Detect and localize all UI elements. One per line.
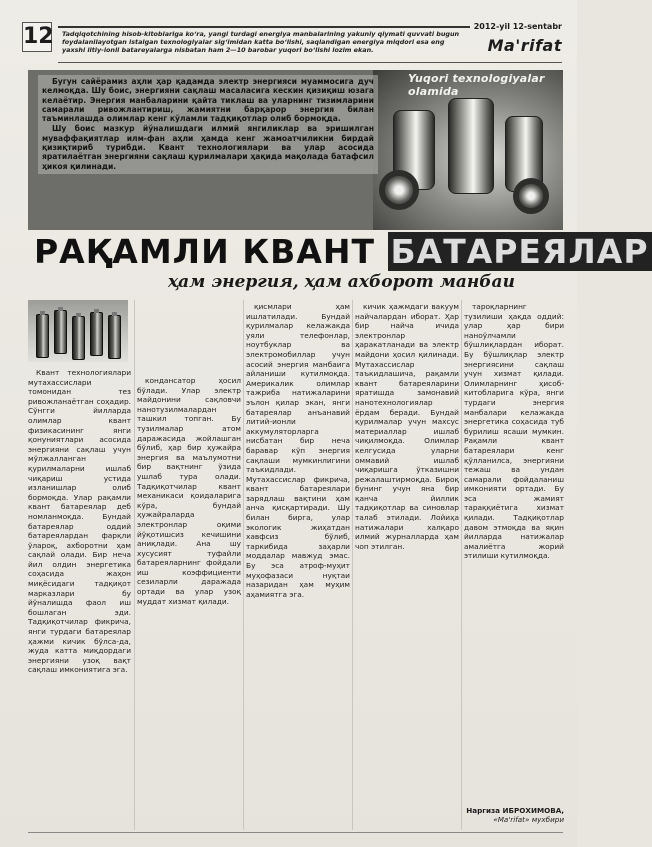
column-text: қисмлари ҳам ишлатилади. Бундай қурилмалар келажакда уяли телефонлар, ноутбуклар ва электромобиллар учун асосий энергия манбаига айланиши кутилмоқда. Америкалик олимлар тажриба натижаларини эълон қилар экан, янги батареялар анъанавий литий-ионли аккумуляторларга нисбатан бир неча баравар кўп энергия сақлаши мумкинлигини таъкидлади. Мутахассислар фикрича, квант батареялари зарядлаш вақтини ҳам анча қисқартиради. Шу билан бирга, улар экологик жиҳатдан хавфсиз бўлиб, таркибида заҳарли моддалар мавжуд эмас. Бу эса атроф-муҳит муҳофазаси нуқтаи назаридан ҳам муҳим аҳамиятга эга. xyxy=(246,302,350,599)
column-text: кондансатор ҳосил бўлади. Улар электр майдонини сақловчи нанотузилмалардан ташкил топган. Бу тузилмалар атом даражасида жойлашган бўлиб, ҳар бир ҳужайра энергия ва маълумотни бир вақтнинг ўзида ушлаб тура олади. Тадқиқотчилар квант механикаси қоидаларига кўра, бундай ҳужайраларда электронлар оқими йўқотишсиз кечишини аниқлади. Ана шу хусусият туфайли батареяларнинг фойдали иш коэффициенти сезиларли даражада ортади ва улар узоқ муддат хизмат қилади. xyxy=(137,376,241,606)
page-number: 12 xyxy=(22,22,52,52)
header-note: Tadqiqotchining hisob-kitoblariga ko‘ra, yangi turdagi energiya manbalarining yakuniy qiymati quvvati bugun foydalanilayotgan istalgan texnologiyalar sig‘imidan katta bo‘lishi, saqlandigan energiya miqdori esa eng yaxshi litiy-ionli batareyalarga nisbatan ham 2—10 barobar yuqori bo‘lishi lozim ekan. xyxy=(62,30,460,54)
intro-paragraph: Шу боис мазкур йўналишдаги илмий янгиликлар ва эришилган муваффақиятлар илм-фан аҳли ҳамда кенг жамоатчиликни бирдай қизиқтириб турибди. Квант технологиялари ва улар асосида яратилаётган энергияни сақлаш қурилмалари ҳақида мақолада батафсил ҳикоя қилинади. xyxy=(42,124,374,171)
capacitor-disc xyxy=(379,170,419,210)
issue-date: 2012-yil 12-sentabr xyxy=(473,22,562,31)
battery xyxy=(108,315,121,359)
newspaper-name: Ma'rifat xyxy=(487,36,562,55)
intro-section xyxy=(28,70,563,230)
battery xyxy=(54,310,67,354)
author-name: Наргиза ИБРОХИМОВА, xyxy=(466,806,564,815)
capacitor-disc xyxy=(513,178,549,214)
headline-part: РАҚАМЛИ КВАНТ xyxy=(34,232,375,271)
author-byline xyxy=(464,806,564,824)
headline-block xyxy=(28,228,649,298)
article-column xyxy=(246,302,350,828)
capacitor-cylinder xyxy=(448,98,494,194)
article-column xyxy=(464,302,564,802)
headline-highlight: БАТАРЕЯЛАР xyxy=(388,232,652,271)
article-column xyxy=(355,302,459,828)
article-column xyxy=(137,376,241,828)
author-role: «Ma'rifat» мухбири xyxy=(493,815,564,824)
battery xyxy=(72,316,85,360)
battery xyxy=(90,312,103,356)
intro-text xyxy=(38,75,378,174)
page-header xyxy=(22,22,562,64)
page-bottom-rule xyxy=(28,832,563,833)
article-headline xyxy=(34,232,652,271)
battery xyxy=(36,314,49,358)
column-text: тароқларнинг тузилиши ҳақда оддий: улар ҳар бири наноўлчамли бўшлиқлардан иборат. Бу бўшлиқлар электр энергиясини сақлаш учун хизмат қилади. Олимларнинг ҳисоб-китобларига кўра, янги турдаги энергия манбалари келажакда энергетика соҳасида туб бурилиш ясаши мумкин. Рақамли квант батареялари кенг қўлланилса, энергияни тежаш ва ундан самарали фойдаланиш имконияти ортади. Бу эса жамият тараққиётига хизмат қилади. Тадқиқотлар давом этмоқда ва яқин йилларда натижалар амалиётга жорий этилиши кутилмоқда. xyxy=(464,302,564,561)
column-divider xyxy=(461,300,462,830)
article-column xyxy=(28,368,131,828)
intro-paragraph: Бугун сайёрамиз аҳли ҳар қадамда электр энергияси муаммосига дуч келмоқда. Шу боис, энергияни сақлаш масаласига кескин қизиқиш юзага келаётир. Энергия манбаларини қайта тиклаш ва уларнинг тизимларини самарали ривожлантириш, жамиятни барқарор энергия билан таъминлашда олимлар кенг кўламли тадқиқотлар олиб бормоқда. xyxy=(42,77,374,124)
column-divider xyxy=(243,300,244,830)
batteries-photo xyxy=(28,300,128,362)
column-text: кичик ҳажмдаги вакуум найчалардан иборат. Ҳар бир найча ичида электронлар ҳаракатланади ва электр майдони ҳосил қилинади. Мутахассислар таъкидлашича, рақамли квант батареяларини яратишда замонавий нанотехнологиялар ёрдам беради. Бундай қурилмалар учун махсус материаллар ишлаб чиқилмоқда. Олимлар келгусида уларни оммавий ишлаб чиқаришга ўтказишни режалаштирмоқда. Бироқ бунинг учун яна бир қанча йиллик тадқиқотлар ва синовлар талаб этилади. Лойиҳа натижалари халқаро илмий журналларда ҳам чоп этилган. xyxy=(355,302,459,551)
header-rule xyxy=(58,26,470,28)
article-subtitle: ҳам энергия, ҳам ахборот манбаи xyxy=(168,272,515,292)
column-divider xyxy=(352,300,353,830)
column-divider xyxy=(134,300,135,830)
column-text: Квант технологиялари мутахассислари томонидан тез ривожланаётган соҳадир. Сўнгги йилларда олимлар квант физикасининг янги қонуниятлари асосида энергияни сақлаш учун мўлжалланган қурилмаларни ишлаб чиқариш устида изланишлар олиб бормоқда. Улар рақамли квант батареялар деб номланмоқда. Бундай батареялар оддий батареялардан фарқли ўлароқ, ахборотни ҳам сақлай олади. Бир неча йил олдин энергетика соҳасида жаҳон миқёсидаги тадқиқот марказлари бу йўналишда фаол иш бошлаган эди. Тадқиқотчилар фикрича, янги турдаги батареялар ҳажми кичик бўлса-да, жуда катта миқдордаги энергияни узоқ вақт сақлаш имкониятига эга. xyxy=(28,368,131,675)
header-divider xyxy=(58,62,562,63)
rubric-label: Yuqori texnologiyalar olamida xyxy=(408,72,545,98)
